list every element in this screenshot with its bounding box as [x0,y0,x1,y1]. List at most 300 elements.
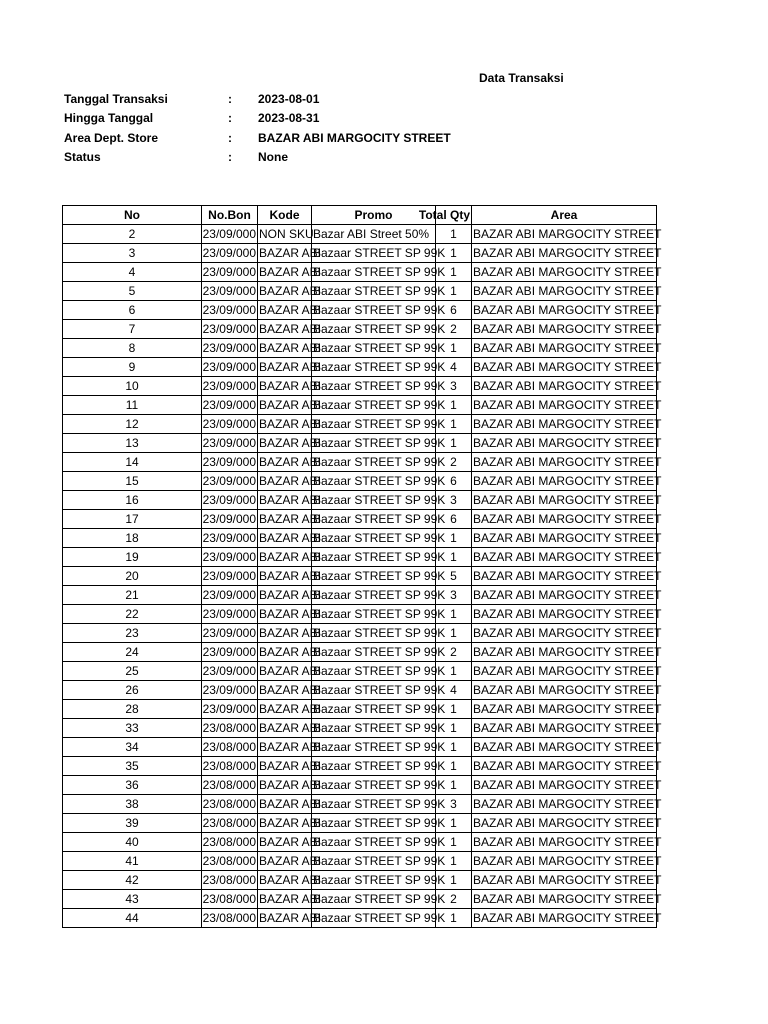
cell-no-bon [202,244,258,263]
cell-kode: BAZAR ABI [258,909,312,928]
cell-kode: BAZAR ABI [258,605,312,624]
table-row [63,662,657,681]
cell-no-bon-text: 23/08/000 [202,778,256,792]
cell-area: BAZAR ABI MARGOCITY STREET [472,681,657,700]
meta-value: 2023-08-31 [258,111,320,126]
cell-promo: Bazaar STREET SP 99K [312,833,436,852]
cell-no-bon-text: 23/08/000 [202,835,256,849]
cell-total-qty: 6 [436,510,472,529]
cell-total-qty: 2 [436,320,472,339]
cell-no: 21 [63,586,202,605]
cell-promo: Bazaar STREET SP 99K [312,567,436,586]
cell-kode: BAZAR ABI [258,548,312,567]
table-row [63,244,657,263]
cell-total-qty: 2 [436,890,472,909]
cell-promo: Bazaar STREET SP 99K [312,605,436,624]
cell-no: 6 [63,301,202,320]
cell-total-qty: 1 [436,396,472,415]
table-row [63,719,657,738]
cell-total-qty: 1 [436,757,472,776]
cell-promo: Bazaar STREET SP 99K [312,662,436,681]
cell-no: 25 [63,662,202,681]
cell-no-bon-text: 23/09/000 [202,645,256,659]
cell-area: BAZAR ABI MARGOCITY STREET [472,909,657,928]
cell-total-qty: 1 [436,282,472,301]
cell-kode: BAZAR ABI [258,244,312,263]
cell-promo: Bazaar STREET SP 99K [312,700,436,719]
cell-no: 22 [63,605,202,624]
cell-total-qty: 4 [436,681,472,700]
cell-no-bon [202,529,258,548]
cell-promo: Bazaar STREET SP 99K [312,548,436,567]
cell-kode: BAZAR ABI [258,795,312,814]
table-row [63,643,657,662]
cell-no-bon [202,472,258,491]
cell-total-qty: 3 [436,491,472,510]
cell-kode: BAZAR ABI [258,396,312,415]
table-row [63,567,657,586]
cell-kode: BAZAR ABI [258,852,312,871]
cell-kode: BAZAR ABI [258,757,312,776]
table-body [63,225,662,928]
cell-promo: Bazaar STREET SP 99K [312,909,436,928]
table-row [63,852,657,871]
cell-area: BAZAR ABI MARGOCITY STREET [472,738,657,757]
cell-no-bon [202,491,258,510]
table-row [63,814,657,833]
cell-no: 3 [63,244,202,263]
cell-no-bon-text: 23/09/000 [202,227,256,241]
table-row [63,301,657,320]
cell-no-bon-text: 23/09/000 [202,398,256,412]
cell-area: BAZAR ABI MARGOCITY STREET [472,491,657,510]
cell-area: BAZAR ABI MARGOCITY STREET [472,643,657,662]
cell-no-bon-text: 23/08/000 [202,759,256,773]
cell-kode: BAZAR ABI [258,871,312,890]
cell-kode: BAZAR ABI [258,510,312,529]
meta-label: Status [64,150,101,165]
cell-no-bon [202,871,258,890]
cell-no: 19 [63,548,202,567]
column-header-kode: Kode [258,206,312,225]
cell-total-qty: 1 [436,871,472,890]
cell-no: 38 [63,795,202,814]
cell-area: BAZAR ABI MARGOCITY STREET [472,871,657,890]
cell-area: BAZAR ABI MARGOCITY STREET [472,605,657,624]
cell-no: 8 [63,339,202,358]
cell-promo: Bazaar STREET SP 99K [312,529,436,548]
cell-no-bon [202,909,258,928]
cell-area: BAZAR ABI MARGOCITY STREET [472,244,657,263]
table-row [63,434,657,453]
meta-colon: : [228,130,232,145]
cell-total-qty: 1 [436,244,472,263]
cell-no-bon [202,434,258,453]
cell-kode: BAZAR ABI [258,339,312,358]
cell-total-qty: 1 [436,529,472,548]
cell-kode: BAZAR ABI [258,700,312,719]
cell-promo: Bazaar STREET SP 99K [312,396,436,415]
cell-no-bon-text: 23/08/000 [202,740,256,754]
cell-no-bon [202,719,258,738]
cell-total-qty: 4 [436,358,472,377]
table-row [63,757,657,776]
cell-no: 23 [63,624,202,643]
cell-no-bon [202,795,258,814]
cell-kode: BAZAR ABI [258,814,312,833]
table-row [63,225,657,244]
cell-promo: Bazaar STREET SP 99K [312,643,436,662]
cell-promo: Bazaar STREET SP 99K [312,757,436,776]
cell-total-qty: 1 [436,814,472,833]
cell-area: BAZAR ABI MARGOCITY STREET [472,833,657,852]
cell-promo: Bazaar STREET SP 99K [312,719,436,738]
cell-promo: Bazaar STREET SP 99K [312,814,436,833]
cell-no: 26 [63,681,202,700]
cell-promo: Bazaar STREET SP 99K [312,852,436,871]
table-row [63,738,657,757]
cell-promo: Bazar ABI Street 50% [312,225,436,244]
cell-kode: BAZAR ABI [258,491,312,510]
cell-total-qty: 1 [436,776,472,795]
cell-kode: BAZAR ABI [258,586,312,605]
cell-no-bon-text: 23/09/000 [202,322,256,336]
meta-value: None [258,150,288,165]
table-row [63,529,657,548]
cell-no: 20 [63,567,202,586]
cell-no-bon [202,586,258,605]
cell-no-bon-text: 23/09/000 [202,265,256,279]
cell-no: 43 [63,890,202,909]
cell-no: 24 [63,643,202,662]
cell-no: 42 [63,871,202,890]
cell-no-bon [202,643,258,662]
cell-total-qty: 3 [436,795,472,814]
cell-no: 16 [63,491,202,510]
cell-no: 33 [63,719,202,738]
cell-no-bon [202,662,258,681]
cell-no-bon-text: 23/09/000 [202,474,256,488]
cell-no-bon [202,415,258,434]
cell-no: 40 [63,833,202,852]
cell-total-qty: 1 [436,434,472,453]
cell-no: 4 [63,263,202,282]
cell-promo: Bazaar STREET SP 99K [312,244,436,263]
cell-no-bon [202,681,258,700]
cell-no-bon-text: 23/09/000 [202,303,256,317]
cell-kode: BAZAR ABI [258,643,312,662]
cell-no: 10 [63,377,202,396]
cell-area: BAZAR ABI MARGOCITY STREET [472,510,657,529]
table-row [63,605,657,624]
cell-no-bon-text: 23/09/000 [202,246,256,260]
cell-kode: BAZAR ABI [258,890,312,909]
cell-area: BAZAR ABI MARGOCITY STREET [472,282,657,301]
cell-no-bon [202,548,258,567]
cell-no-bon-text: 23/09/000 [202,436,256,450]
cell-no-bon-text: 23/09/000 [202,341,256,355]
cell-total-qty: 5 [436,567,472,586]
cell-no-bon [202,339,258,358]
cell-no-bon [202,282,258,301]
cell-no-bon-text: 23/08/000 [202,797,256,811]
cell-promo: Bazaar STREET SP 99K [312,453,436,472]
cell-promo: Bazaar STREET SP 99K [312,358,436,377]
column-header-no-bon: No.Bon [202,206,258,225]
table-row [63,795,657,814]
cell-area: BAZAR ABI MARGOCITY STREET [472,852,657,871]
table-row [63,871,657,890]
cell-no-bon-text: 23/08/000 [202,816,256,830]
cell-total-qty: 1 [436,605,472,624]
cell-promo: Bazaar STREET SP 99K [312,871,436,890]
table-row [63,700,657,719]
cell-promo: Bazaar STREET SP 99K [312,263,436,282]
meta-colon: : [228,150,232,165]
meta-label: Hingga Tanggal [64,111,154,126]
cell-area: BAZAR ABI MARGOCITY STREET [472,757,657,776]
cell-no-bon-text: 23/09/000 [202,493,256,507]
cell-total-qty: 1 [436,263,472,282]
cell-no: 5 [63,282,202,301]
cell-total-qty: 1 [436,225,472,244]
cell-area: BAZAR ABI MARGOCITY STREET [472,776,657,795]
cell-area: BAZAR ABI MARGOCITY STREET [472,415,657,434]
column-header-total-qty-text: Total Qty [418,208,470,222]
cell-total-qty: 1 [436,624,472,643]
cell-area: BAZAR ABI MARGOCITY STREET [472,339,657,358]
cell-area: BAZAR ABI MARGOCITY STREET [472,472,657,491]
table-row [63,833,657,852]
cell-total-qty: 1 [436,700,472,719]
column-header-promo: Promo [312,206,436,225]
cell-no: 28 [63,700,202,719]
table-row [63,263,657,282]
table-row [63,453,657,472]
cell-no: 36 [63,776,202,795]
cell-promo: Bazaar STREET SP 99K [312,795,436,814]
cell-no-bon-text: 23/09/000 [202,360,256,374]
cell-promo: Bazaar STREET SP 99K [312,776,436,795]
cell-area: BAZAR ABI MARGOCITY STREET [472,320,657,339]
cell-total-qty: 1 [436,339,472,358]
cell-no: 35 [63,757,202,776]
cell-area: BAZAR ABI MARGOCITY STREET [472,548,657,567]
cell-kode: BAZAR ABI [258,320,312,339]
cell-promo: Bazaar STREET SP 99K [312,339,436,358]
cell-no: 15 [63,472,202,491]
report-title: Data Transaksi [479,71,564,85]
cell-area: BAZAR ABI MARGOCITY STREET [472,358,657,377]
cell-total-qty: 6 [436,301,472,320]
table-row [63,890,657,909]
cell-area: BAZAR ABI MARGOCITY STREET [472,377,657,396]
cell-kode: BAZAR ABI [258,472,312,491]
table-row [63,909,657,928]
cell-no-bon-text: 23/08/000 [202,721,256,735]
cell-total-qty: 1 [436,415,472,434]
cell-kode: BAZAR ABI [258,662,312,681]
meta-value: BAZAR ABI MARGOCITY STREET [258,130,451,145]
cell-no-bon-text: 23/09/000 [202,531,256,545]
cell-no-bon [202,700,258,719]
cell-no-bon-text: 23/09/000 [202,683,256,697]
cell-no-bon-text: 23/08/000 [202,873,256,887]
cell-promo: Bazaar STREET SP 99K [312,301,436,320]
cell-area: BAZAR ABI MARGOCITY STREET [472,890,657,909]
cell-no: 18 [63,529,202,548]
cell-no-bon [202,567,258,586]
cell-no: 9 [63,358,202,377]
table-row [63,320,657,339]
cell-no: 39 [63,814,202,833]
cell-no-bon-text: 23/09/000 [202,284,256,298]
table-row [63,586,657,605]
cell-no-bon [202,852,258,871]
cell-kode: BAZAR ABI [258,301,312,320]
cell-area: BAZAR ABI MARGOCITY STREET [472,434,657,453]
cell-no-bon-text: 23/09/000 [202,455,256,469]
cell-no-bon [202,453,258,472]
cell-no-bon [202,320,258,339]
cell-no-bon-text: 23/08/000 [202,892,256,906]
table-row [63,548,657,567]
cell-no-bon [202,510,258,529]
cell-total-qty: 1 [436,852,472,871]
cell-area: BAZAR ABI MARGOCITY STREET [472,586,657,605]
meta-colon: : [228,92,232,106]
table-row [63,282,657,301]
cell-no-bon [202,833,258,852]
meta-label: Tanggal Transaksi [64,92,168,106]
cell-kode: BAZAR ABI [258,415,312,434]
cell-kode: BAZAR ABI [258,358,312,377]
cell-no-bon [202,301,258,320]
cell-no-bon-text: 23/09/000 [202,607,256,621]
cell-no-bon-text: 23/09/000 [202,417,256,431]
column-header-no: No [63,206,202,225]
cell-area: BAZAR ABI MARGOCITY STREET [472,529,657,548]
cell-promo: Bazaar STREET SP 99K [312,890,436,909]
cell-promo: Bazaar STREET SP 99K [312,282,436,301]
cell-no-bon-text: 23/08/000 [202,911,256,925]
meta-label: Area Dept. Store [64,130,159,145]
cell-no-bon [202,890,258,909]
transactions-table [62,205,662,928]
cell-no: 12 [63,415,202,434]
cell-total-qty: 1 [436,548,472,567]
table-row [63,681,657,700]
cell-area: BAZAR ABI MARGOCITY STREET [472,396,657,415]
cell-kode: BAZAR ABI [258,453,312,472]
cell-total-qty: 2 [436,453,472,472]
meta-value: 2023-08-01 [258,92,320,106]
cell-total-qty: 3 [436,586,472,605]
cell-promo: Bazaar STREET SP 99K [312,738,436,757]
cell-no-bon [202,624,258,643]
column-header-total-qty [418,206,472,225]
cell-promo: Bazaar STREET SP 99K [312,586,436,605]
cell-kode: BAZAR ABI [258,624,312,643]
cell-total-qty: 2 [436,643,472,662]
table-row [63,491,657,510]
cell-total-qty: 1 [436,662,472,681]
cell-no: 41 [63,852,202,871]
cell-area: BAZAR ABI MARGOCITY STREET [472,795,657,814]
table-row [63,377,657,396]
cell-no: 11 [63,396,202,415]
table-row [63,776,657,795]
cell-area: BAZAR ABI MARGOCITY STREET [472,263,657,282]
cell-kode: BAZAR ABI [258,681,312,700]
cell-no: 44 [63,909,202,928]
cell-no-bon-text: 23/09/000 [202,664,256,678]
cell-no-bon [202,605,258,624]
cell-area: BAZAR ABI MARGOCITY STREET [472,225,657,244]
cell-no-bon-text: 23/09/000 [202,379,256,393]
cell-promo: Bazaar STREET SP 99K [312,320,436,339]
cell-kode: BAZAR ABI [258,282,312,301]
cell-no-bon [202,396,258,415]
cell-no-bon [202,263,258,282]
cell-area: BAZAR ABI MARGOCITY STREET [472,453,657,472]
cell-kode: BAZAR ABI [258,529,312,548]
cell-kode: BAZAR ABI [258,776,312,795]
cell-area: BAZAR ABI MARGOCITY STREET [472,814,657,833]
cell-no: 14 [63,453,202,472]
cell-area: BAZAR ABI MARGOCITY STREET [472,301,657,320]
cell-no-bon-text: 23/09/000 [202,550,256,564]
cell-total-qty: 6 [436,472,472,491]
cell-kode: BAZAR ABI [258,377,312,396]
cell-promo: Bazaar STREET SP 99K [312,491,436,510]
column-header-area: Area [472,206,657,225]
cell-no-bon [202,377,258,396]
cell-kode: BAZAR ABI [258,833,312,852]
table-row [63,396,657,415]
cell-kode: BAZAR ABI [258,719,312,738]
table-row [63,339,657,358]
table-row [63,358,657,377]
table-row [63,415,657,434]
table-row [63,472,657,491]
cell-promo: Bazaar STREET SP 99K [312,377,436,396]
cell-promo: Bazaar STREET SP 99K [312,681,436,700]
cell-no-bon [202,814,258,833]
cell-total-qty: 1 [436,738,472,757]
cell-promo: Bazaar STREET SP 99K [312,434,436,453]
cell-promo: Bazaar STREET SP 99K [312,472,436,491]
cell-no-bon-text: 23/09/000 [202,512,256,526]
cell-kode: BAZAR ABI [258,567,312,586]
cell-no-bon-text: 23/09/000 [202,588,256,602]
cell-no: 2 [63,225,202,244]
cell-no-bon-text: 23/09/000 [202,702,256,716]
cell-total-qty: 1 [436,909,472,928]
cell-area: BAZAR ABI MARGOCITY STREET [472,700,657,719]
cell-no-bon [202,776,258,795]
cell-total-qty: 3 [436,377,472,396]
cell-area: BAZAR ABI MARGOCITY STREET [472,624,657,643]
cell-kode: BAZAR ABI [258,738,312,757]
cell-promo: Bazaar STREET SP 99K [312,510,436,529]
cell-area: BAZAR ABI MARGOCITY STREET [472,719,657,738]
cell-kode: NON SKU [258,225,312,244]
cell-no-bon [202,358,258,377]
cell-kode: BAZAR ABI [258,263,312,282]
cell-promo: Bazaar STREET SP 99K [312,415,436,434]
cell-area: BAZAR ABI MARGOCITY STREET [472,567,657,586]
